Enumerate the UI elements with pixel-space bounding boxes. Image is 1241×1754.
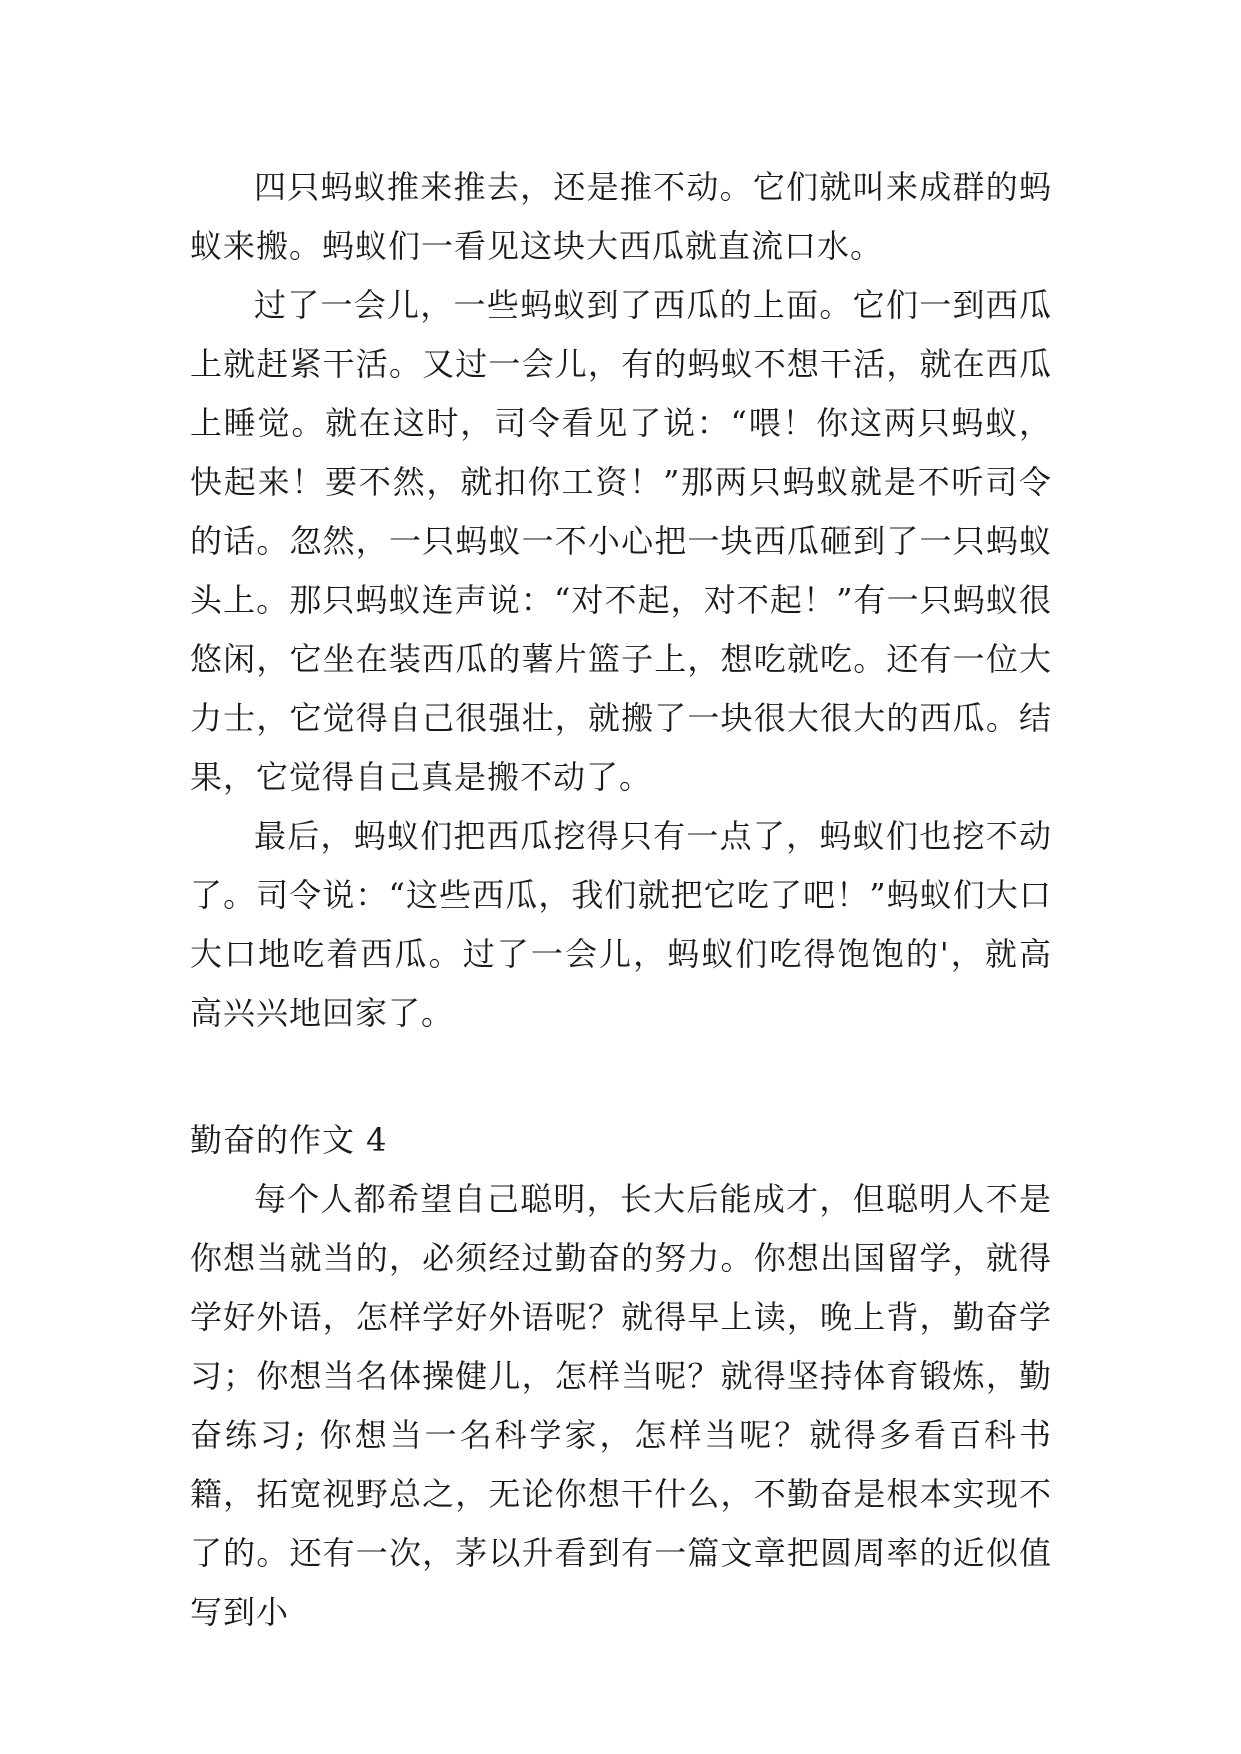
paragraph-diligence: 每个人都希望自己聪明，长大后能成才，但聪明人不是你想当就当的，必须经过勤奋的努力。你想出国留学，就得学好外语，怎样学好外语呢？就得早上读，晚上背，勤奋学习；你想当名体操健儿，怎样当呢？就得坚持体育锻炼，勤奋练习; 你想当一名科学家，怎样当呢？就得多看百科书籍，拓宽视野总之，无论你想干什么，不勤奋是根本实现不了的。还有一次，茅以升看到有一篇文章把圆周率的近似值写到小 <box>190 1180 1052 1631</box>
section-gap <box>190 1043 1052 1111</box>
section-title: 勤奋的作文 4 <box>190 1121 388 1159</box>
paragraph-ants-pushing: 四只蚂蚁推来推去，还是推不动。它们就叫来成群的蚂蚁来搬。蚂蚁们一看见这块大西瓜就直流口水。 <box>190 168 1052 265</box>
paragraph-ants-eating: 最后，蚂蚁们把西瓜挖得只有一点了，蚂蚁们也挖不动了。司令说：“这些西瓜，我们就把它吃了吧！”蚂蚁们大口大口地吃着西瓜。过了一会儿，蚂蚁们吃得饱饱的'，就高高兴兴地回家了。 <box>190 817 1052 1032</box>
paragraph-ants-working: 过了一会儿，一些蚂蚁到了西瓜的上面。它们一到西瓜上就赶紧干活。又过一会儿，有的蚂蚁不想干活，就在西瓜上睡觉。就在这时，司令看见了说：“喂！你这两只蚂蚁，快起来！要不然，就扣你工资！”那两只蚂蚁就是不听司令的话。忽然，一只蚂蚁一不小心把一块西瓜砸到了一只蚂蚁头上。那只蚂蚁连声说：“对不起，对不起！”有一只蚂蚁很悠闲，它坐在装西瓜的薯片篮子上，想吃就吃。还有一位大力士，它觉得自己很强壮，就搬了一块很大很大的西瓜。结果，它觉得自己真是搬不动了。 <box>190 286 1052 796</box>
document-page <box>190 158 1052 1642</box>
